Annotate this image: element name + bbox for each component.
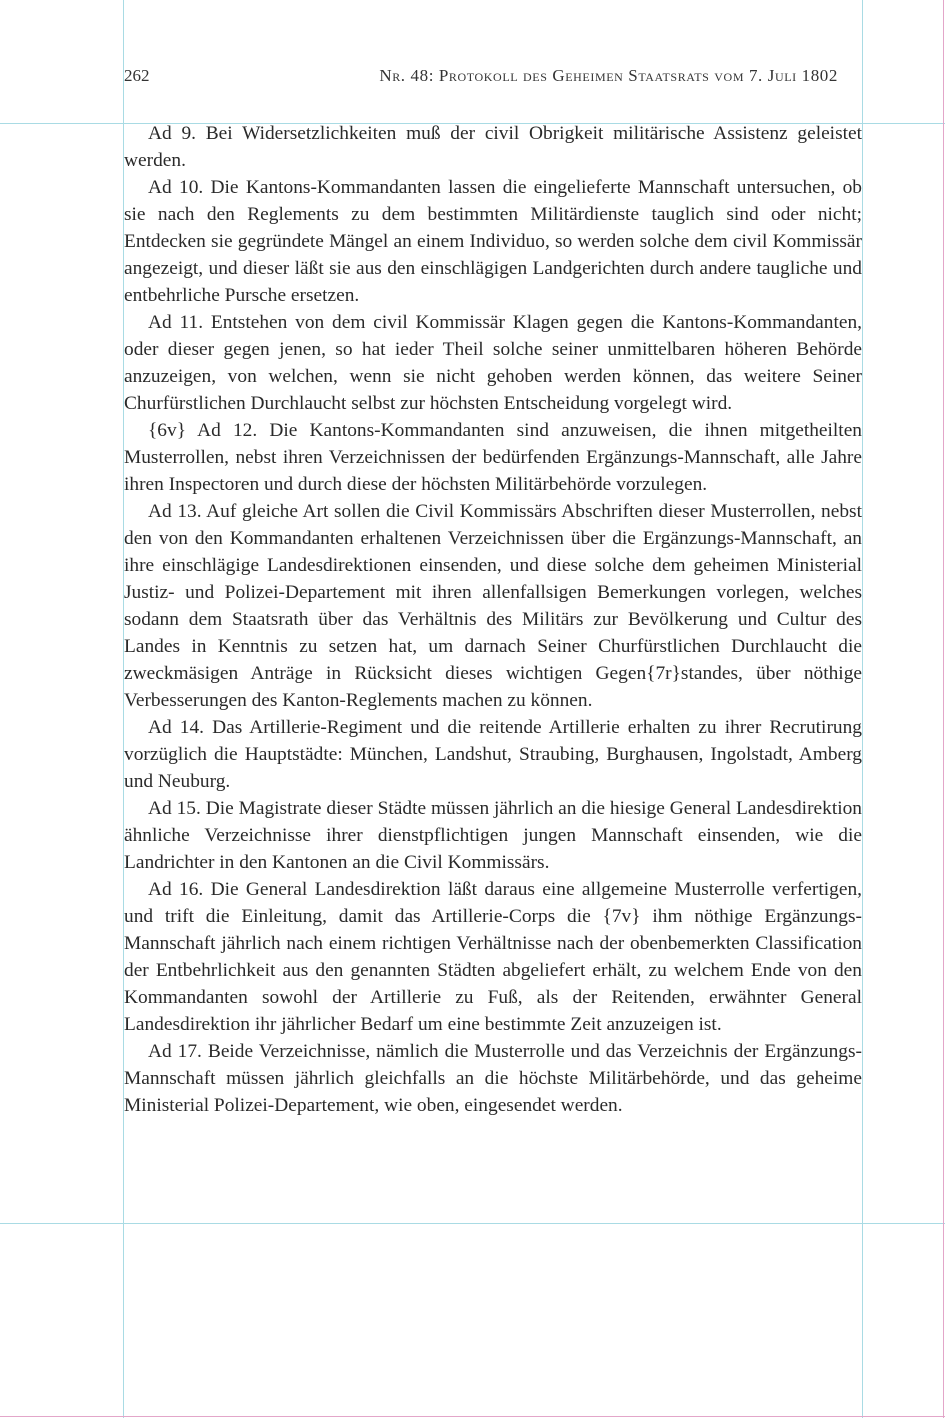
guide-line-bottom-text <box>0 1223 945 1224</box>
guide-line-right-margin <box>862 0 863 1418</box>
paragraph-ad-15: Ad 15. Die Magistrate dieser Städte müssen jährlich an die hiesige General Landesdirektion ähnliche Verzeichnisse ihrer dienstpflichtigen jungen Mannschaft einsenden, wie die Landrichter in den Kantonen an die Civil Kommissärs. <box>124 798 862 873</box>
paragraph-ad-13: Ad 13. Auf gleiche Art sollen die Civil Kommissärs Abschriften dieser Musterrollen, nebst den von den Kommandanten erhaltenen Verzeichnissen über die Ergänzungs-Mannschaft, an ihre einschlägige Landesdirektionen einsenden, und diese solche dem geheimen Ministerial Justiz- und Polizei-Departement mit ihren allenfallsigen Bemerkungen vorlegen, welches sodann dem Staatsrath über das Verhältnis des Militärs zur Bevölkerung und Cultur des Landes in Kenntnis zu setzen hat, um darnach Seiner Churfürstlichen Durchlaucht die zweckmäsigen Anträge in Rücksicht dieses wichtigen Gegen{7r}standes, über nöthige Verbesserungen des Kanton-Reglements machen zu können. <box>124 501 862 711</box>
paragraph-ad-17: Ad 17. Beide Verzeichnisse, nämlich die Musterrolle und das Verzeichnis der Ergänzungs-Mannschaft müssen jährlich gleichfalls an die höchste Militärbehörde, und das geheime Ministerial Polizei-Departement, wie oben, eingesendet werden. <box>124 1041 862 1116</box>
paragraph-ad-9: Ad 9. Bei Widersetzlichkeiten muß der civil Obrigkeit militärische Assistenz geleistet werden. <box>124 123 862 171</box>
paragraph-ad-16: Ad 16. Die General Landesdirektion läßt daraus eine allgemeine Musterrolle verfertigen, und trift die Einleitung, damit das Artillerie-Corps die {7v} ihm nöthige Ergänzungs-Mannschaft jährlich nach einem richtigen Verhältnisse nach der obenbemerkten Classification der Entbehrlichkeit aus den genannten Städten abgeliefert erhält, zu welchem Ende von den Kommandanten sowohl der Artillerie zu Fuß, als der Reitenden, erwähnter General Landesdirektion ihr jährlicher Bedarf um eine bestimmte Zeit anzuzeigen ist. <box>124 879 862 1035</box>
guide-line-page-bottom <box>0 1416 945 1417</box>
page-number: 262 <box>124 66 150 85</box>
paragraph-ad-11: Ad 11. Entstehen von dem civil Kommissär Klagen gegen die Kantons-Kommandanten, oder dieser gegen jenen, so hat ieder Theil solche seiner unmittelbaren höheren Behörde anzuzeigen, von welchen, wenn sie nicht gehoben werden können, das weitere Seiner Churfürstlichen Durchlaucht selbst zur höchsten Entscheidung vorgelegt wird. <box>124 312 862 414</box>
paragraph-ad-10: Ad 10. Die Kantons-Kommandanten lassen die eingelieferte Mannschaft untersuchen, ob sie nach den Reglements zu dem bestimmten Militärdienste tauglich sind oder nicht; Entdecken sie gegründete Mängel an einem Individuo, so werden solche dem civil Kommissär angezeigt, und dieser läßt sie aus den einschlägigen Landgerichten durch andere taugliche und entbehrliche Pursche ersetzen. <box>124 177 862 306</box>
document-body <box>124 120 862 1119</box>
guide-line-page-right <box>943 0 944 1418</box>
paragraph-ad-12: {6v} Ad 12. Die Kantons-Kommandanten sind anzuweisen, die ihnen mitgetheilten Musterrollen, nebst ihren Verzeichnissen der bedürfenden Ergänzungs-Mannschaft, alle Jahre ihren Inspectoren und durch diese der höchsten Militärbehörde vorzulegen. <box>124 420 862 495</box>
paragraph-ad-14: Ad 14. Das Artillerie-Regiment und die reitende Artillerie erhalten zu ihrer Recrutirung vorzüglich die Hauptstädte: München, Landshut, Straubing, Burghausen, Ingolstadt, Amberg und Neuburg. <box>124 717 862 792</box>
running-title: Nr. 48: Protokoll des Geheimen Staatsrats vom 7. Juli 1802 <box>379 66 838 85</box>
